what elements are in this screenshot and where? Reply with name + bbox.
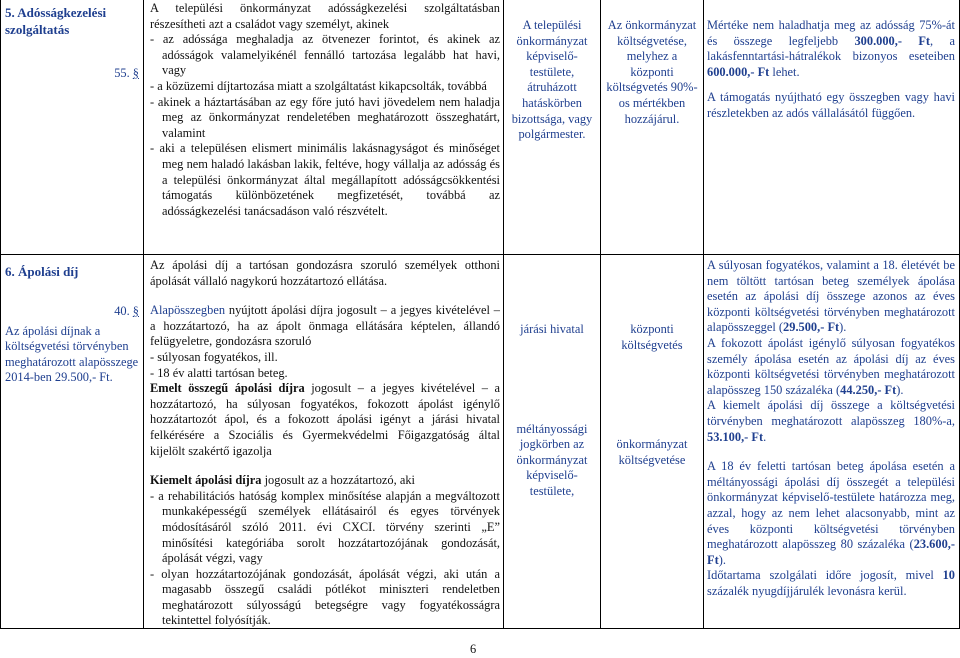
row5-authority: A települési önkormányzat képviselő-testülete, átruházott hatáskörben bizottsága, vagy polgármester. <box>511 18 593 142</box>
row5-payment-text: A támogatás nyújtható egy összegben vagy havi részletekben az adós vállalásától függően. <box>707 90 955 120</box>
row5-conditions-cell <box>150 1 500 219</box>
row6-funding-cell <box>606 322 698 468</box>
row5-condition-3: - akinek a háztartásában az egy főre jutó havi jövedelem nem haladja meg az önkormányzat rendeletében meghatározott összeghatárt, valamint <box>150 94 500 140</box>
column-border-3 <box>503 0 504 628</box>
row5-condition-4: - aki a településen elismert minimális lakásnagyságot és minőséget meg nem haladó lakásban lakik, feltéve, hogy vállalja az adósság és a települési önkormányzat által megállapított adósságcsökkentési támogatás különbözetének megfizetését, továbbá az adósságkezelési tanácsadáson való részvételt. <box>150 141 500 218</box>
row6-kiemelt: Kiemelt ápolási díjra jogosult az a hozzátartozó, aki <box>150 473 415 488</box>
row6-amount-3: A kiemelt ápolási díj összege a költségvetési törvényben meghatározott alapösszeg 180%-a, 53.100,- Ft. <box>707 398 955 444</box>
row5-title: 5. Adósságkezelési szolgáltatás <box>5 5 107 37</box>
row6-amount-5: Időtartama szolgálati időre jogosít, mivel 10 százalék nyugdíjjárulék levonásra kerül. <box>707 568 955 598</box>
row6-title-cell <box>5 263 139 386</box>
row6-alap-item-2: - 18 év alatti tartósan beteg. <box>150 365 288 380</box>
row6-funding-a: központi költségvetés <box>621 322 683 352</box>
column-border-1 <box>0 0 1 628</box>
page-number: 6 <box>470 642 477 656</box>
row6-alap-item-1: - súlyosan fogyatékos, ill. <box>150 349 278 364</box>
row6-eligibility-cell <box>150 258 500 629</box>
row6-amount-4: A 18 év feletti tartósan beteg ápolása esetén a méltányossági ápolási díj összegét a települési önkormányzat képviselő-testülete határozza meg, azzal, hogy az nem lehet alacsonyabb, mint az éves központi költségvetési törvényben meghatározott alapösszeg 80 százaléka (23.600,- Ft). <box>707 459 955 567</box>
row6-kiemelt-item-1: - a rehabilitációs hatóság komplex minősítése alapján a megváltozott munkaképességű személyek ellátásairól és egyes törvények módosításáról szóló 2011. évi CXCI. törvény szerinti „E” minősítési kategóriába sorolt hozzátartozójának gondozását, ápolását végzi, vagy <box>150 488 500 566</box>
row5-authority-cell <box>506 18 598 143</box>
row6-amount-2: A fokozott ápolást igénylő súlyosan fogyatékos személy ápolása esetén az ápolási díj az éves központi költségvetési törvényben meghatározott alapösszeg 150 százaléka (44.250,- Ft). <box>707 335 955 397</box>
row6-authority-b: méltányossági jogkörben az önkormányzat képviselő-testülete, <box>516 421 588 498</box>
row-divider <box>0 254 960 255</box>
row5-funding: Az önkormányzat költségvetése, melyhez a központi költségvetés 90%-os mértékben hozzájárul. <box>606 18 698 126</box>
row5-title-cell <box>5 4 139 82</box>
row6-amount-1: A súlyosan fogyatékos, valamint a 18. életévét be nem töltött tartósan beteg személyek ápolása esetén az ápolási díj összege azonos az éves központi költségvetési törvényben meghatározott alapösszeggel (29.500,- Ft). <box>707 258 955 335</box>
row5-paragraph: 55. § <box>114 66 139 80</box>
row5-amount-cell <box>707 18 955 122</box>
row6-title: 6. Ápolási díj <box>5 264 79 279</box>
row6-funding-b: önkormányzat költségvetése <box>616 437 688 467</box>
row6-amount-cell <box>707 258 955 599</box>
row6-note: Az ápolási díjnak a költségvetési törvényben meghatározott alapösszege 2014-ben 29.500,- Ft. <box>5 323 139 385</box>
row5-funding-cell <box>606 18 698 127</box>
row6-authority-cell <box>506 322 598 500</box>
column-border-2 <box>143 0 144 628</box>
row6-paragraph: 40. § <box>114 304 139 318</box>
column-border-5 <box>703 0 704 628</box>
row5-amount-text: Mértéke nem haladhatja meg az adósság 75%-át és összege legfeljebb 300.000,- Ft, a lakásfenntartási-hátralékok bizonyos eseteiben 600.000,- Ft lehet. <box>707 18 956 79</box>
row6-kiemelt-item-2: - olyan hozzátartozójának gondozását, ápolását végzi, aki után a magasabb összegű családi pótlékot miniszteri rendeletben meghatározott súlyosságú betegségre vagy fogyatékosságra tekintettel folyósítják. <box>150 566 500 628</box>
row5-condition-2: - a közüzemi díjtartozása miatt a szolgáltatást kikapcsolták, továbbá <box>150 78 487 93</box>
row6-emelt: Emelt összegű ápolási díjra jogosult – a jegyes kivételével – a hozzátartozó, ha súlyosan fogyatékos, fokozott ápolást igénylő hozzátartozót ápol, és a fokozott ápolási igényt a járási hivatal felkérésére a Szociális és Gyermekvédelmi Főigazgatóság által kijelölt szakértő igazolja <box>150 381 500 458</box>
row6-intro: Az ápolási díj a tartósan gondozásra szoruló személyek otthoni ápolását vállaló nagykorú hozzátartozó ellátása. <box>150 258 500 288</box>
row6-alap: Alapösszegben nyújtott ápolási díjra jogosult – a jegyes kivételével – a hozzátartozó, ha az ápolt önmaga ellátására képtelen, állandó felügyeletre, gondozásra szoruló <box>150 303 500 349</box>
row6-authority-a: járási hivatal <box>520 322 584 336</box>
row5-intro: A települési önkormányzat adósságkezelési szolgáltatásban részesítheti azt a családot vagy személyt, akinek <box>150 1 500 31</box>
row5-condition-1: - az adóssága meghaladja az ötvenezer forintot, és akinek az adósságok valamelyikénél fennálló tartozása legalább hat havi, vagy <box>150 32 500 78</box>
column-border-4 <box>600 0 601 628</box>
